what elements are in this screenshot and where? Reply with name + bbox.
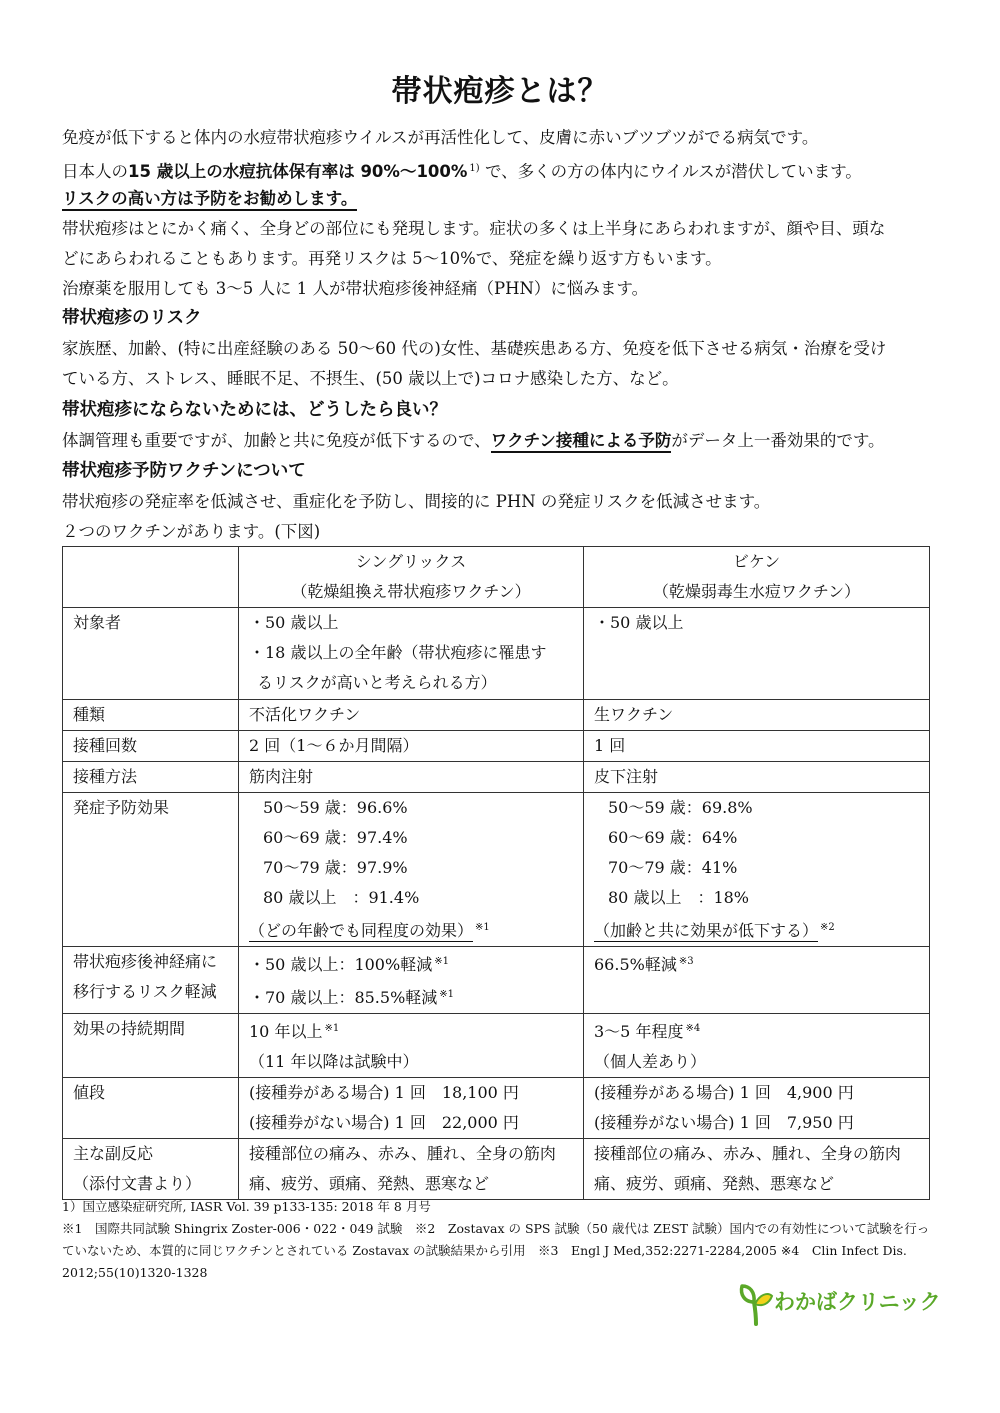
table-row-efficacy xyxy=(63,793,930,947)
cell-doses-shingrix: 2 回（1～６か月間隔） xyxy=(239,731,584,762)
risk-heading: 帯状疱疹のリスク xyxy=(62,308,202,328)
intro-line-1: 免疫が低下すると体内の水痘帯状疱疹ウイルスが再活性化して、皮膚に赤いブツブツがでる病気です。 xyxy=(62,128,819,147)
prevent-suffix: がデータ上一番効果的です。 xyxy=(671,431,885,450)
efficacy-ref-biken: ※2 xyxy=(820,922,835,933)
vaccine-heading: 帯状疱疹予防ワクチンについて xyxy=(62,461,306,481)
table-row-kind xyxy=(63,700,930,731)
prevent-prefix: 体調管理も重要ですが、加齢と共に免疫が低下するので、 xyxy=(62,431,491,450)
row-label-method: 接種方法 xyxy=(63,762,239,793)
row-label-side-effects: 主な副反応 （添付文書より） xyxy=(63,1139,239,1200)
row-label-efficacy: 発症予防効果 xyxy=(63,793,239,947)
cell-duration-biken: 3～5 年程度 $^{※4}$ （個人差あり） xyxy=(584,1014,930,1078)
recommend-text: リスクの高い方は予防をお勧めします。 xyxy=(62,189,357,211)
table-row-price xyxy=(63,1078,930,1139)
prevent-heading: 帯状疱疹にならないためには、どうしたら良い？ xyxy=(62,400,447,420)
phn-line: 治療薬を服用しても 3～5 人に 1 人が帯状疱疹後神経痛（PHN）に悩みます。 xyxy=(62,279,649,298)
cell-phn-biken: 66.5%軽減 $^{※3}$ xyxy=(584,947,930,1014)
footnote-2-line-1: ※1 国際共同試験 Shingrix Zoster-006・022・049 試験 ※2 Zostavax の SPS 試験（50 歳代は ZEST 試験）国内での有効性について試験を行っ xyxy=(62,1221,930,1236)
cell-phn-shingrix: ・50 歳以上：100%軽減 $^{※1}$ ・70 歳以上：85.5%軽減 $^{※1}$ xyxy=(239,947,584,1014)
risk-line-1: 家族歴、加齢、(特に出産経験のある 50～60 代の)女性、基礎疾患ある方、免疫を低下させる病気・治療を受け xyxy=(62,339,887,358)
vaccine-line-2: ２つのワクチンがあります。(下図) xyxy=(62,522,321,541)
intro-line-2-bold: 15 歳以上の水痘抗体保有率は 90%～100% xyxy=(128,162,468,181)
cell-target-shingrix: ・50 歳以上 ・18 歳以上の全年齢（帯状疱疹に罹患す るリスクが高いと考えられる方） xyxy=(239,608,584,700)
clinic-logo xyxy=(738,1280,941,1330)
table-row-doses xyxy=(63,731,930,762)
row-label-kind: 種類 xyxy=(63,700,239,731)
risk-line-2: ている方、ストレス、睡眠不足、不摂生、(50 歳以上で)コロナ感染した方、など。 xyxy=(62,369,679,388)
cell-kind-biken: 生ワクチン xyxy=(584,700,930,731)
row-label-doses: 接種回数 xyxy=(63,731,239,762)
table-header-biken: ビケン （乾燥弱毒生水痘ワクチン） xyxy=(584,547,930,608)
footnote-2-line-2: ていないため、本質的に同じワクチンとされている Zostavax の試験結果から引用 ※3 Engl J Med,352:2271-2284,2005 ※4 Clin Infect Dis. xyxy=(62,1243,907,1258)
cell-side-shingrix: 接種部位の痛み、赤み、腫れ、全身の筋肉 痛、疲労、頭痛、発熱、悪寒など xyxy=(239,1139,584,1200)
vaccine-comparison-table xyxy=(62,546,930,1200)
footnote-1: 1）国立感染症研究所, IASR Vol. 39 p133-135: 2018 年 8 月号 xyxy=(62,1199,431,1214)
efficacy-note-shingrix: （どの年齢でも同程度の効果） xyxy=(249,921,474,940)
clinic-logo-text: わかばクリニック xyxy=(774,1290,941,1314)
cell-side-biken: 接種部位の痛み、赤み、腫れ、全身の筋肉 痛、疲労、頭痛、発熱、悪寒など xyxy=(584,1139,930,1200)
row-label-phn: 帯状疱疹後神経痛に 移行するリスク軽減 xyxy=(63,947,239,1014)
prevent-line xyxy=(62,425,942,457)
table-row-side-effects xyxy=(63,1139,930,1200)
cell-efficacy-shingrix: 50～59 歳：96.6% 60～69 歳：97.4% 70～79 歳：97.9% 80 歳以上 ：91.4% （どの年齢でも同程度の効果） $^{※1}$ xyxy=(239,793,584,947)
cell-method-shingrix: 筋肉注射 xyxy=(239,762,584,793)
cell-duration-shingrix: 10 年以上 $^{※1}$ （11 年以降は試験中） xyxy=(239,1014,584,1078)
table-header-row xyxy=(63,547,930,608)
cell-efficacy-biken: 50～59 歳：69.8% 60～69 歳：64% 70～79 歳：41% 80 歳以上 ：18% （加齢と共に効果が低下する） $^{※2}$ xyxy=(584,793,930,947)
efficacy-ref-shingrix: ※1 xyxy=(475,922,490,933)
table-row-method xyxy=(63,762,930,793)
intro-line-2-suffix: で、多くの方の体内にウイルスが潜伏しています。 xyxy=(484,162,862,181)
table-header-shingrix: シングリックス （乾燥組換え帯状疱疹ワクチン） xyxy=(239,547,584,608)
table-row-phn xyxy=(63,947,930,1014)
page-title: 帯状疱疹とは？ xyxy=(391,74,609,109)
row-label-duration: 効果の持続期間 xyxy=(63,1014,239,1078)
efficacy-note-biken: （加齢と共に効果が低下する） xyxy=(594,921,819,940)
vaccine-line-1: 帯状疱疹の発症率を低減させ、重症化を予防し、間接的に PHN の発症リスクを低減させます。 xyxy=(62,492,771,511)
cell-method-biken: 皮下注射 xyxy=(584,762,930,793)
pain-line-2: どにあらわれることもあります。再発リスクは 5～10%で、発症を繰り返す方もいます。 xyxy=(62,249,722,268)
intro-line-2-ref: 1) xyxy=(469,163,480,174)
row-label-target: 対象者 xyxy=(63,608,239,700)
cell-kind-shingrix: 不活化ワクチン xyxy=(239,700,584,731)
table-row-target xyxy=(63,608,930,700)
table-row-duration xyxy=(63,1014,930,1078)
footnote-2-line-3: 2012;55(10)1320-1328 xyxy=(62,1265,208,1280)
cell-doses-biken: 1 回 xyxy=(584,731,930,762)
row-label-price: 値段 xyxy=(63,1078,239,1139)
table-header-empty xyxy=(63,547,239,608)
recommend-line xyxy=(62,183,942,215)
cell-price-biken: (接種券がある場合) 1 回 4,900 円 (接種券がない場合) 1 回 7,950 円 xyxy=(584,1078,930,1139)
cell-target-biken: ・50 歳以上 xyxy=(584,608,930,700)
intro-line-2-prefix: 日本人の xyxy=(62,162,128,181)
cell-price-shingrix: (接種券がある場合) 1 回 18,100 円 (接種券がない場合) 1 回 22,000 円 xyxy=(239,1078,584,1139)
pain-line-1: 帯状疱疹はとにかく痛く、全身どの部位にも発現します。症状の多くは上半身にあらわれますが、顔や目、頭な xyxy=(62,219,886,238)
sprout-icon xyxy=(738,1280,774,1326)
prevent-bold: ワクチン接種による予防 xyxy=(491,431,672,453)
